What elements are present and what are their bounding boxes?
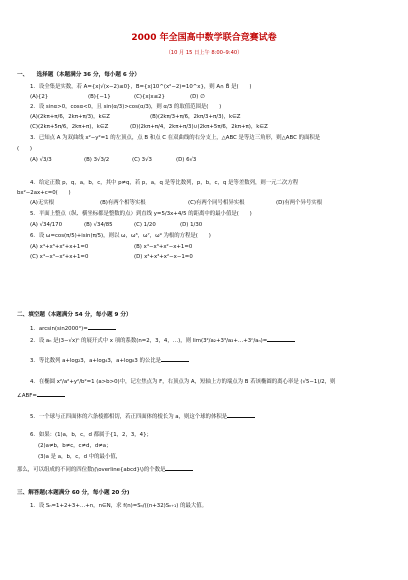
- fill-q6-cond3: (3)a 是 a，b，c，d 中的最小值，: [38, 454, 122, 460]
- fill-q2: 2．设 aₙ 是(3−√x)ⁿ 的展开式中 x 项的系数(n=2，3，4，…)，则 lim(3²/a₂+3³/a₃+…+3ⁿ/aₙ)=: [30, 336, 295, 345]
- q2-option-a: (A)(2kπ+π/6，2kπ+π/3)，k∈Z: [30, 114, 111, 120]
- fill-q6: 6．如果：(1)a，b，c，d 都属于{1，2，3，4}；: [30, 432, 152, 438]
- q4-option-a: (A)无实根: [30, 200, 55, 206]
- q3-cont: ( ): [17, 146, 32, 152]
- fill-q3-blank: [161, 356, 189, 362]
- fill-q5-blank: [227, 412, 255, 418]
- q2-option-c: (C)(2kπ+5π/6，2kπ+π)，k∈Z: [30, 124, 109, 130]
- q1-option-b: (B){−1}: [88, 94, 111, 100]
- q4-option-c: (C)有两个同号相异实根: [188, 200, 245, 206]
- fill-q6-cond2: (2)a≠b，b≠c，c≠d，d≠a；: [38, 443, 112, 449]
- q4-stem: 4．给定正数 p，q，a，b，c，其中 p≠q，若 p，a，q 是等比数列，p，b，c，q 是等差数列，则一元二次方程: [30, 180, 299, 186]
- q5-option-b: (B) √34/85: [84, 222, 113, 228]
- fill-q4-cont: ∠ABF=: [17, 391, 65, 400]
- q3-option-a: (A) √3/3: [30, 157, 52, 163]
- q5-option-c: (C) 1/20: [134, 222, 156, 228]
- q2-option-d: (D)(2kπ+π/4，2kπ+π/3)∪(2kπ+5π/6，2kπ+π)，k∈Z: [130, 124, 268, 130]
- q3-option-d: (D) 6√3: [176, 157, 197, 163]
- q5-stem: 5．平面上整点（纵、横坐标都是整数的点）到直线 y=5/3x+4/5 的距离中的最小值是( ): [30, 211, 252, 217]
- fill-q1: 1．arcsin(sin2000°)=: [30, 324, 116, 333]
- q4-option-b: (B)有两个相等实根: [100, 200, 146, 206]
- q4-option-d: (D)有两个异号实根: [276, 200, 323, 206]
- q1-option-a: (A){2}: [30, 94, 49, 100]
- q3-option-b: (B) 3√3/2: [84, 157, 110, 163]
- section2-heading: 二、填空题（本题满分 54 分，每小题 9 分）: [17, 312, 132, 318]
- q1-option-d: (D) ∅: [190, 94, 205, 100]
- q6-option-a: (A) x⁴+x³+x²+x+1=0: [30, 244, 89, 250]
- fill-q6-question: 那么，可以组成的不同的四位数\(\overline{abcd}\)的个数是: [17, 465, 193, 474]
- fill-q6-blank: [165, 465, 193, 471]
- fill-q4-blank: [37, 391, 65, 397]
- q2-option-b: (B)(2kπ/3+π/6，2kπ/3+π/3)，k∈Z: [150, 114, 241, 120]
- fill-q2-blank: [267, 336, 295, 342]
- q1-option-c: (C){x|x≤2}: [134, 94, 165, 100]
- page-title: 2000 年全国高中数学联合竞赛试卷: [131, 33, 277, 43]
- fill-q4: 4．在椭圆 x²/a²+y²/b²=1 (a>b>0)中，记左焦点为 F，右顶点为 A，短轴上方的端点为 B 若该椭圆的离心率是 (√5−1)/2，则: [30, 379, 336, 385]
- section1-heading: 一、 选择题（本题满分 36 分，每小题 6 分）: [17, 72, 140, 78]
- q6-option-c: (C) x⁴−x³−x²+x+1=0: [30, 254, 89, 260]
- q2-stem: 2．设 sinα>0，cosα<0，且 sin(α/3)>cos(α/3)，则 α/3 的取值范围是( ): [30, 104, 222, 110]
- q3-stem: 3．已知点 A 为双曲线 x²−y²=1 的左顶点，点 B 和点 C 在双曲线的右分支上，△ABC 是等边三角形，则△ABC 的面积是: [30, 135, 321, 141]
- q1-stem: 1．设全集是实数，若 A={x|√(x−2)≤0}，B={x|10^(x²−2)=10^x}，则 A∩ B̄ 是( ): [30, 84, 252, 90]
- section3-heading: 三、解答题(本题满分 60 分，每小题 20 分): [17, 490, 130, 496]
- q3-option-c: (C) 3√3: [132, 157, 152, 163]
- fill-q3: 3．等比数列 a+log₂3，a+log₄3，a+log₈3 的公比是: [30, 356, 189, 365]
- fill-q1-blank: [88, 324, 116, 330]
- q5-option-a: (A) √34/170: [30, 222, 63, 228]
- fill-q5: 5．一个球与正四面体的六条棱都相切，若正四面体的棱长为 a，则这个球的体积是: [30, 412, 255, 421]
- answer-q1: 1．设 Sₙ=1+2+3+…+n，n∈N，求 f(n)=Sₙ/((n+32)Sₙ₊₁) 的最大值。: [30, 503, 208, 509]
- q6-option-b: (B) x⁴−x³+x²−x+1=0: [134, 244, 193, 250]
- q6-option-d: (D) x⁴+x³+x²−x−1=0: [134, 254, 193, 260]
- q5-option-d: (D) 1/30: [180, 222, 203, 228]
- q6-stem: 6．设 ω=cos(π/5)+isin(π/5)，则以 ω，ω³，ω⁷，ω⁹ 为根的方程是( ): [30, 233, 211, 239]
- exam-date: （10 月 15 日上午 8:00–9:40）: [165, 50, 243, 56]
- q4-cont: bx²−2ax+c=0( ): [17, 190, 71, 196]
